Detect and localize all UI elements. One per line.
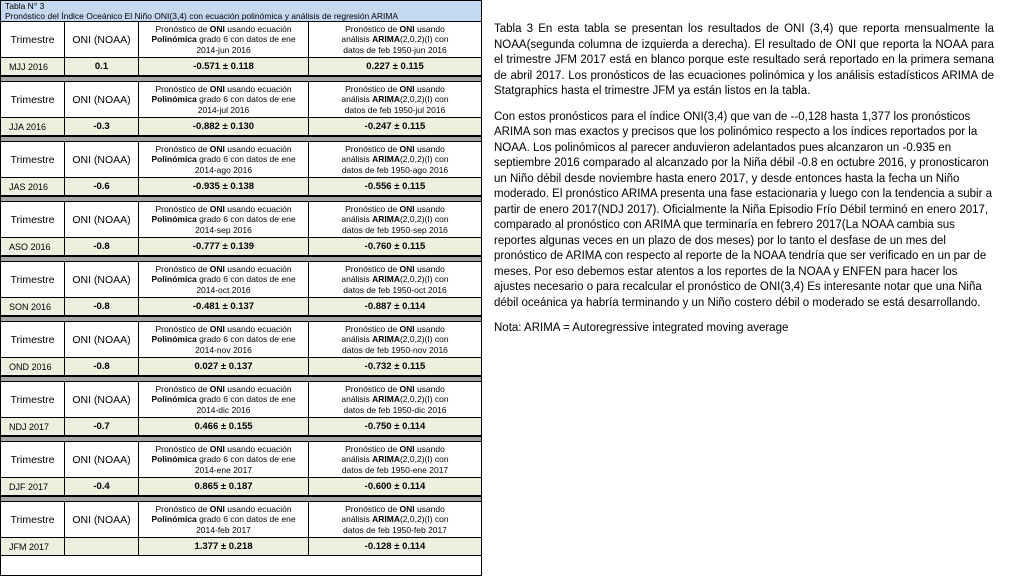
table-row (1, 238, 481, 256)
description-panel (494, 22, 994, 347)
header-arima-period: jun 2016 (414, 44, 447, 55)
header-polynomial-forecast: Pronóstico de ONI usando ecuación Polinómica grado 6 con datos de ene 2014-ago 2016 (139, 142, 309, 177)
arima-note: Nota: ARIMA = Autoregressive integrated moving average (494, 322, 789, 334)
header-oni-noaa: ONI (NOAA) (65, 82, 139, 117)
header-poly-period: 2014-sep 2016 (195, 224, 252, 235)
forecast-block (1, 376, 481, 436)
table-header-row (1, 82, 481, 118)
header-arima-period: jul 2016 (415, 104, 446, 115)
header-oni-noaa: ONI (NOAA) (65, 442, 139, 477)
header-polynomial-forecast: Pronóstico de ONI usando ecuación Polinómica grado 6 con datos de ene 2014-ene 2017 (139, 442, 309, 477)
header-arima-forecast: Pronóstico de ONI usando análisis ARIMA(2,0,2)(I) con datos de feb 1950-jul 2016 (341, 83, 449, 115)
cell-arima-forecast: -0.556 ± 0.115 (364, 181, 426, 192)
header-trimestre: Trimestre (1, 22, 65, 57)
cell-oni-noaa: -0.4 (65, 478, 139, 495)
cell-polynomial-forecast: -0.481 ± 0.137 (139, 298, 309, 315)
forecast-block (1, 256, 481, 316)
cell-arima-forecast: -0.887 ± 0.114 (364, 301, 426, 312)
header-arima-forecast: Pronóstico de ONI usando análisis ARIMA(2,0,2)(I) con datos de feb 1950-feb 2017 (341, 503, 449, 535)
cell-trimestre: ASO 2016 (1, 238, 65, 255)
header-arima-forecast: Pronóstico de ONI usando análisis ARIMA(2,0,2)(I) con datos de feb 1950-ago 2016 (341, 143, 449, 175)
header-arima-forecast: Pronóstico de ONI usando análisis ARIMA(2,0,2)(I) con datos de feb 1950-sep 2016 (341, 203, 449, 235)
cell-oni-noaa: -0.8 (65, 238, 139, 255)
table-title: Pronóstico del Índice Oceánico El Niño ONI(3,4) con ecuación polinómica y análisis de regresión ARIMA (5, 11, 399, 21)
header-oni-noaa: ONI (NOAA) (65, 202, 139, 237)
cell-arima-forecast: -0.247 ± 0.115 (364, 121, 426, 132)
header-trimestre: Trimestre (1, 382, 65, 417)
header-poly-period: 2014-jul 2016 (197, 104, 250, 115)
header-oni-noaa: ONI (NOAA) (65, 382, 139, 417)
table-header-row (1, 502, 481, 538)
description-paragraph-1: Tabla 3 En esta tabla se presentan los resultados de ONI (3,4) que reporta mensualmente la NOAA(segunda columna de izquierda a derecha). El resultado de ONI que reporta la NOAA para el trimestre JFM 2017 está en blanco porque este resultado será reportado en la primera semana de abril 2017. Los pronósticos de las ecuaciones polinómica y los análisis estadísticos ARIMA de Statgraphics hasta el trimestre JFM ya están listos en la tabla. (494, 23, 994, 97)
cell-trimestre: JJA 2016 (1, 118, 65, 135)
cell-polynomial-forecast: 0.865 ± 0.187 (139, 478, 309, 495)
table-header-row (1, 22, 481, 58)
forecast-block (1, 316, 481, 376)
cell-trimestre: JAS 2016 (1, 178, 65, 195)
cell-oni-noaa: -0.8 (65, 298, 139, 315)
cell-arima-forecast: -0.750 ± 0.114 (364, 421, 426, 432)
header-trimestre: Trimestre (1, 82, 65, 117)
cell-oni-noaa: -0.3 (65, 118, 139, 135)
header-oni-noaa: ONI (NOAA) (65, 142, 139, 177)
table-row (1, 298, 481, 316)
cell-oni-noaa (65, 538, 139, 555)
cell-oni-noaa: 0.1 (65, 58, 139, 75)
header-arima-period: feb 2017 (413, 524, 447, 535)
cell-polynomial-forecast: -0.935 ± 0.138 (139, 178, 309, 195)
cell-polynomial-forecast: 0.027 ± 0.137 (139, 358, 309, 375)
header-oni-noaa: ONI (NOAA) (65, 322, 139, 357)
cell-oni-noaa: -0.7 (65, 418, 139, 435)
cell-trimestre: JFM 2017 (1, 538, 65, 555)
header-polynomial-forecast: Pronóstico de ONI usando ecuación Polinómica grado 6 con datos de ene 2014-jul 2016 (139, 82, 309, 117)
header-arima-period: ago 2016 (412, 164, 449, 175)
header-arima-forecast: Pronóstico de ONI usando análisis ARIMA(2,0,2)(I) con datos de feb 1950-dic 2016 (341, 383, 449, 415)
table-row (1, 418, 481, 436)
cell-arima-forecast: 0.227 ± 0.115 (366, 61, 424, 72)
header-arima-period: dic 2016 (414, 404, 447, 415)
header-poly-period: 2014-feb 2017 (196, 524, 251, 535)
table-number: Tabla N° 3 (5, 1, 45, 11)
forecast-block (1, 196, 481, 256)
header-polynomial-forecast: Pronóstico de ONI usando ecuación Polinómica grado 6 con datos de ene 2014-oct 2016 (139, 262, 309, 297)
header-trimestre: Trimestre (1, 442, 65, 477)
header-trimestre: Trimestre (1, 142, 65, 177)
cell-arima-forecast: -0.732 ± 0.115 (364, 361, 426, 372)
cell-polynomial-forecast: -0.777 ± 0.139 (139, 238, 309, 255)
table-header-row (1, 142, 481, 178)
table-caption (1, 1, 481, 22)
cell-polynomial-forecast: 0.466 ± 0.155 (139, 418, 309, 435)
header-poly-period: 2014-ene 2017 (194, 464, 253, 475)
cell-arima-forecast: -0.128 ± 0.114 (364, 541, 426, 552)
header-oni-noaa: ONI (NOAA) (65, 262, 139, 297)
header-arima-forecast: Pronóstico de ONI usando análisis ARIMA(2,0,2)(I) con datos de feb 1950-ene 2017 (341, 443, 449, 475)
header-arima-period: nov 2016 (412, 344, 448, 355)
table-row (1, 58, 481, 76)
header-trimestre: Trimestre (1, 202, 65, 237)
header-poly-period: 2014-nov 2016 (195, 344, 252, 355)
header-arima-period: oct 2016 (414, 284, 447, 295)
header-poly-period: 2014-jun 2016 (196, 44, 251, 55)
header-trimestre: Trimestre (1, 502, 65, 537)
cell-arima-forecast: -0.600 ± 0.114 (364, 481, 426, 492)
table-header-row (1, 382, 481, 418)
table-row (1, 178, 481, 196)
header-poly-period: 2014-ago 2016 (194, 164, 253, 175)
header-arima-period: ene 2017 (412, 464, 449, 475)
header-oni-noaa: ONI (NOAA) (65, 502, 139, 537)
header-oni-noaa: ONI (NOAA) (65, 22, 139, 57)
header-polynomial-forecast: Pronóstico de ONI usando ecuación Polinómica grado 6 con datos de ene 2014-feb 2017 (139, 502, 309, 537)
header-arima-forecast: Pronóstico de ONI usando análisis ARIMA(2,0,2)(I) con datos de feb 1950-jun 2016 (341, 23, 449, 55)
header-poly-period: 2014-dic 2016 (196, 404, 251, 415)
table-header-row (1, 202, 481, 238)
cell-arima-forecast: -0.760 ± 0.115 (364, 241, 426, 252)
cell-polynomial-forecast: 1.377 ± 0.218 (139, 538, 309, 555)
description-paragraph-2: Con estos pronósticos para el índice ONI(3,4) que van de --0,128 hasta 1,377 los pronósticos ARIMA son mas exactos y precisos que los polinómico respecto a los índices reportados por la NOAA. Los polinómicos al parecer anduvieron adelantados pues alcanzaron un -0.935 en septiembre 2016 comparado al alcanzado por la Niña débil -0.8 en octubre 2016, y pronosticaron un Niño débil desde noviembre hasta enero 2017, y desde entonces hasta la fecha un Niño moderado. El pronóstico ARIMA presenta una fase estacionaria y luego con la tendencia a subir a partir de enero 2017(NDJ 2017). Oficialmente la Niña Episodio Frío Débil terminó en enero 2017, comparado al pronóstico con ARIMA que terminaría en febrero 2017(La NOAA cambia sus reportes algunas veces en un plazo de dos meses) por lo tanto el desfase de un mes del pronóstico de ARIMA con respecto al reporte de la NOAA tendría que ser verificado en un par de meses. Por eso debemos estar atentos a los reportes de la NOAA y ENFEN para hacer los ajustes necesario o para recalcular el pronóstico de ONI(3,4) Es interesante notar que una Niña débil oceánica ya habría terminando y un Niño costero débil o moderado se está desarrollando. (494, 110, 992, 309)
table-header-row (1, 322, 481, 358)
header-arima-forecast: Pronóstico de ONI usando análisis ARIMA(2,0,2)(I) con datos de feb 1950-nov 2016 (341, 323, 449, 355)
table-row (1, 478, 481, 496)
table-header-row (1, 442, 481, 478)
forecast-block (1, 22, 481, 76)
header-trimestre: Trimestre (1, 322, 65, 357)
header-arima-period: sep 2016 (412, 224, 448, 235)
table-row (1, 538, 481, 556)
cell-trimestre: DJF 2017 (1, 478, 65, 495)
table-row (1, 118, 481, 136)
cell-polynomial-forecast: -0.571 ± 0.118 (139, 58, 309, 75)
cell-trimestre: MJJ 2016 (1, 58, 65, 75)
header-polynomial-forecast: Pronóstico de ONI usando ecuación Polinómica grado 6 con datos de ene 2014-nov 2016 (139, 322, 309, 357)
table-header-row (1, 262, 481, 298)
cell-oni-noaa: -0.8 (65, 358, 139, 375)
forecast-block (1, 76, 481, 136)
header-polynomial-forecast: Pronóstico de ONI usando ecuación Polinómica grado 6 con datos de ene 2014-jun 2016 (139, 22, 309, 57)
cell-polynomial-forecast: -0.882 ± 0.130 (139, 118, 309, 135)
header-poly-period: 2014-oct 2016 (196, 284, 251, 295)
cell-trimestre: OND 2016 (1, 358, 65, 375)
header-polynomial-forecast: Pronóstico de ONI usando ecuación Polinómica grado 6 con datos de ene 2014-sep 2016 (139, 202, 309, 237)
header-arima-forecast: Pronóstico de ONI usando análisis ARIMA(2,0,2)(I) con datos de feb 1950-oct 2016 (341, 263, 449, 295)
cell-trimestre: SON 2016 (1, 298, 65, 315)
header-trimestre: Trimestre (1, 262, 65, 297)
table-body (1, 22, 481, 556)
cell-oni-noaa: -0.6 (65, 178, 139, 195)
forecast-block (1, 496, 481, 556)
forecast-block (1, 136, 481, 196)
oni-forecast-table (0, 0, 482, 576)
table-row (1, 358, 481, 376)
forecast-block (1, 436, 481, 496)
cell-trimestre: NDJ 2017 (1, 418, 65, 435)
header-polynomial-forecast: Pronóstico de ONI usando ecuación Polinómica grado 6 con datos de ene 2014-dic 2016 (139, 382, 309, 417)
